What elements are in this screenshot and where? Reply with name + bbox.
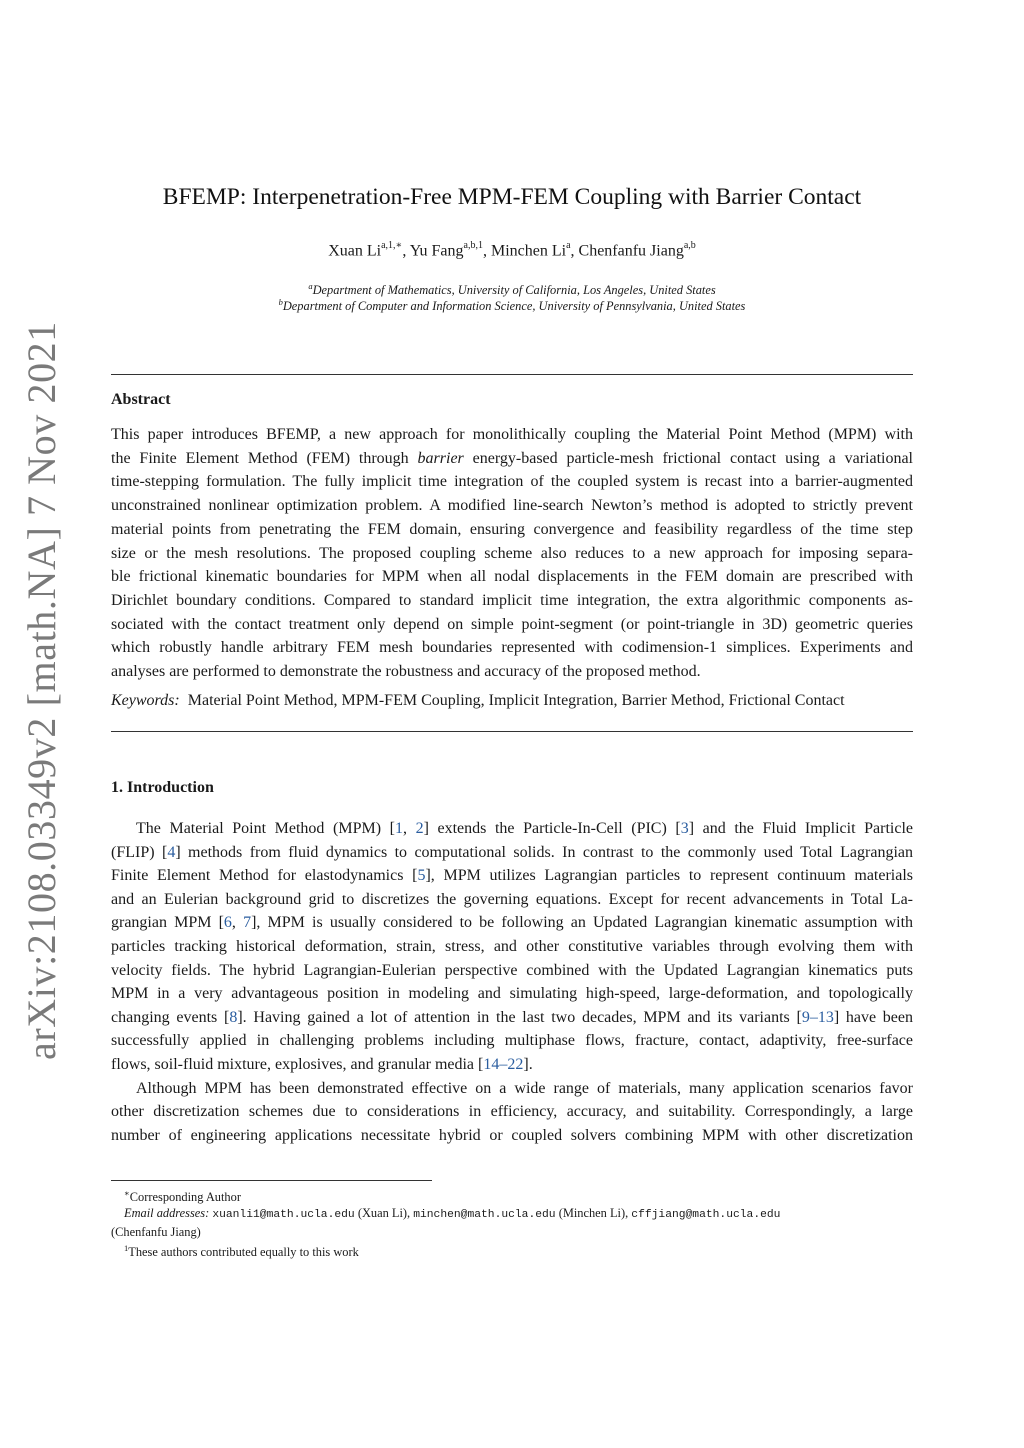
intro-line: number of engineering applications necessitate hybrid or coupled solvers combining MPM with other discretization: [111, 1126, 913, 1144]
abstract-heading: Abstract: [111, 391, 171, 408]
citation-link[interactable]: 2: [415, 820, 424, 837]
abstract-emphasis: barrier: [417, 449, 464, 467]
keywords: [111, 692, 913, 710]
affiliation-text: Department of Computer and Information Science, University of Pennsylvania, United States: [282, 299, 746, 314]
intro-line: velocity fields. The hybrid Lagrangian-Eulerian perspective combined with the Updated Lagrangian kinematics puts: [111, 961, 913, 979]
author-name: Chenfanfu Jiang: [578, 242, 684, 260]
citation-link[interactable]: 1: [394, 820, 403, 837]
author-superscript: a,b,1: [463, 240, 483, 251]
citation-link[interactable]: 4: [167, 843, 176, 861]
citation-link[interactable]: 3: [680, 820, 689, 837]
citation-link[interactable]: 6: [223, 914, 232, 932]
introduction-body: [111, 817, 913, 1147]
footnote-emails: Email addresses: xuanli1@math.ucla.edu (Xuan Li), minchen@math.ucla.edu (Minchen Li), cffjiang@math.ucla.edu: [124, 1206, 781, 1222]
footnote-divider: [111, 1180, 432, 1181]
intro-line: The Material Point Method (MPM) [1, 2] extends the Particle-In-Cell (PIC) [3] and the Fluid Implicit Particle: [136, 820, 914, 837]
abstract-line: sociated with the contact treatment only depend on simple point-segment (or point-triangle in 3D) geometric queries: [111, 615, 913, 633]
email-link[interactable]: cffjiang@math.ucla.edu: [631, 1209, 781, 1222]
intro-line: successfully applied in challenging problems including multiphase flows, fracture, contact, adaptivity, free-surface: [111, 1032, 913, 1050]
affiliation-text: Department of Mathematics, University of California, Los Angeles, United States: [312, 283, 716, 298]
arxiv-identifier[interactable]: arXiv:2108.03349v2 [math.NA] 7 Nov 2021: [19, 321, 64, 1060]
footnote-equal-contribution: $^1$These authors contributed equally to this work: [124, 1243, 359, 1260]
author-name: Minchen Li: [490, 242, 567, 260]
email-link[interactable]: xuanli1@math.ucla.edu: [212, 1209, 355, 1222]
intro-line: grangian MPM [6, 7], MPM is usually considered to be following an Updated Lagrangian kinematic assumption with: [111, 914, 914, 932]
citation-link[interactable]: 7: [243, 914, 252, 932]
intro-line: and an Eulerian background grid to discretizes the governing equations. Except for recent advancements in Total La-: [111, 890, 913, 908]
author-name: Xuan Li: [328, 242, 382, 260]
abstract-line: Dirichlet boundary conditions. Compared to standard implicit time integration, the extra algorithmic components as-: [111, 591, 913, 609]
footnote-corresponding: ∗Corresponding Author: [124, 1188, 241, 1205]
section-heading-introduction: 1. Introduction: [111, 779, 214, 796]
paper-title: BFEMP: Interpenetration-Free MPM-FEM Coupling with Barrier Contact: [162, 184, 862, 210]
author-superscript: a: [566, 240, 571, 251]
affiliation-b: [0, 297, 1024, 314]
abstract-body: [111, 423, 913, 684]
abstract-line: material points from penetrating the FEM domain, ensuring convergence and feasibility regardless of the time step: [111, 520, 913, 538]
email-link[interactable]: minchen@math.ucla.edu: [413, 1209, 556, 1222]
abstract-bottom-divider: [111, 731, 913, 732]
intro-line: MPM in a very advantageous position in modeling and simulating high-speed, large-deformation, and topologically: [111, 985, 913, 1003]
affiliation-a: [0, 281, 1024, 298]
abstract-top-divider: [111, 374, 913, 375]
intro-line: Although MPM has been demonstrated effective on a wide range of materials, many application scenarios favor: [136, 1079, 913, 1097]
intro-line: particles tracking historical deformation, strain, stress, and other constitutive variables through evolving them with: [111, 937, 913, 955]
abstract-line: [111, 447, 913, 471]
abstract-line: unconstrained nonlinear optimization problem. A modified line-search Newton’s method is adopted to strictly prevent: [111, 497, 913, 515]
affiliation-mark: a: [308, 281, 313, 291]
author-name: Yu Fang: [409, 242, 464, 260]
intro-line: (FLIP) [4] methods from fluid dynamics to computational solids. In contrast to the commonly used Total Lagrangian: [111, 843, 914, 861]
footnote-email-continuation: (Chenfanfu Jiang): [111, 1224, 201, 1239]
abstract-text: the Finite Element Method (FEM) through: [111, 449, 409, 467]
abstract-line: time-stepping formulation. The fully implicit time integration of the coupled system is recast into a barrier-augmented: [111, 473, 913, 491]
affiliation-mark: b: [278, 297, 283, 307]
citation-link[interactable]: 14–22: [483, 1055, 524, 1073]
email-label: Email addresses:: [124, 1206, 210, 1221]
abstract-line: size or the mesh resolutions. The proposed coupling scheme also reduces to a new approach for imposing separa-: [111, 544, 913, 562]
author-superscript: a,1,∗: [381, 240, 403, 251]
footnotes: [111, 1185, 913, 1260]
abstract-line: ble frictional kinematic boundaries for MPM when all nodal displacements in the FEM domain are prescribed with: [111, 568, 913, 586]
abstract-line: This paper introduces BFEMP, a new approach for monolithically coupling the Material Point Method (MPM) with: [111, 426, 913, 443]
keywords-text: Material Point Method, MPM-FEM Coupling, Implicit Integration, Barrier Method, Frictional Contact: [187, 692, 845, 709]
author-list: Xuan $Li^{a,1,∗}$, Yu Fang$^{a,b,1}$, Minchen Li$^a$, Chenfanfu Jiang$^{a,b}$: [328, 240, 696, 260]
intro-line: other discretization schemes due to considerations in efficiency, accuracy, and suitability. Correspondingly, a large: [111, 1103, 913, 1121]
intro-line: flows, soil-fluid mixture, explosives, and granular media [14–22].: [111, 1055, 533, 1073]
intro-line: changing events [8]. Having gained a lot of attention in the last two decades, MPM and its variants [9–13] have been: [111, 1008, 914, 1026]
intro-line: Finite Element Method for elastodynamics [5], MPM utilizes Lagrangian particles to represent continuum materials: [111, 867, 914, 885]
abstract-text: energy-based particle-mesh frictional contact using a variational: [472, 449, 913, 467]
abstract-line: analyses are performed to demonstrate the robustness and accuracy of the proposed method.: [111, 663, 701, 681]
keywords-label: Keywords:: [111, 692, 180, 709]
citation-link[interactable]: 8: [229, 1008, 238, 1026]
abstract-line: which robustly handle arbitrary FEM mesh boundaries represented with codimension-1 simplices. Experiments and: [111, 639, 913, 657]
author-superscript: a,b: [683, 240, 696, 251]
citation-link[interactable]: 5: [417, 867, 426, 885]
citation-link[interactable]: 9–13: [801, 1008, 834, 1026]
